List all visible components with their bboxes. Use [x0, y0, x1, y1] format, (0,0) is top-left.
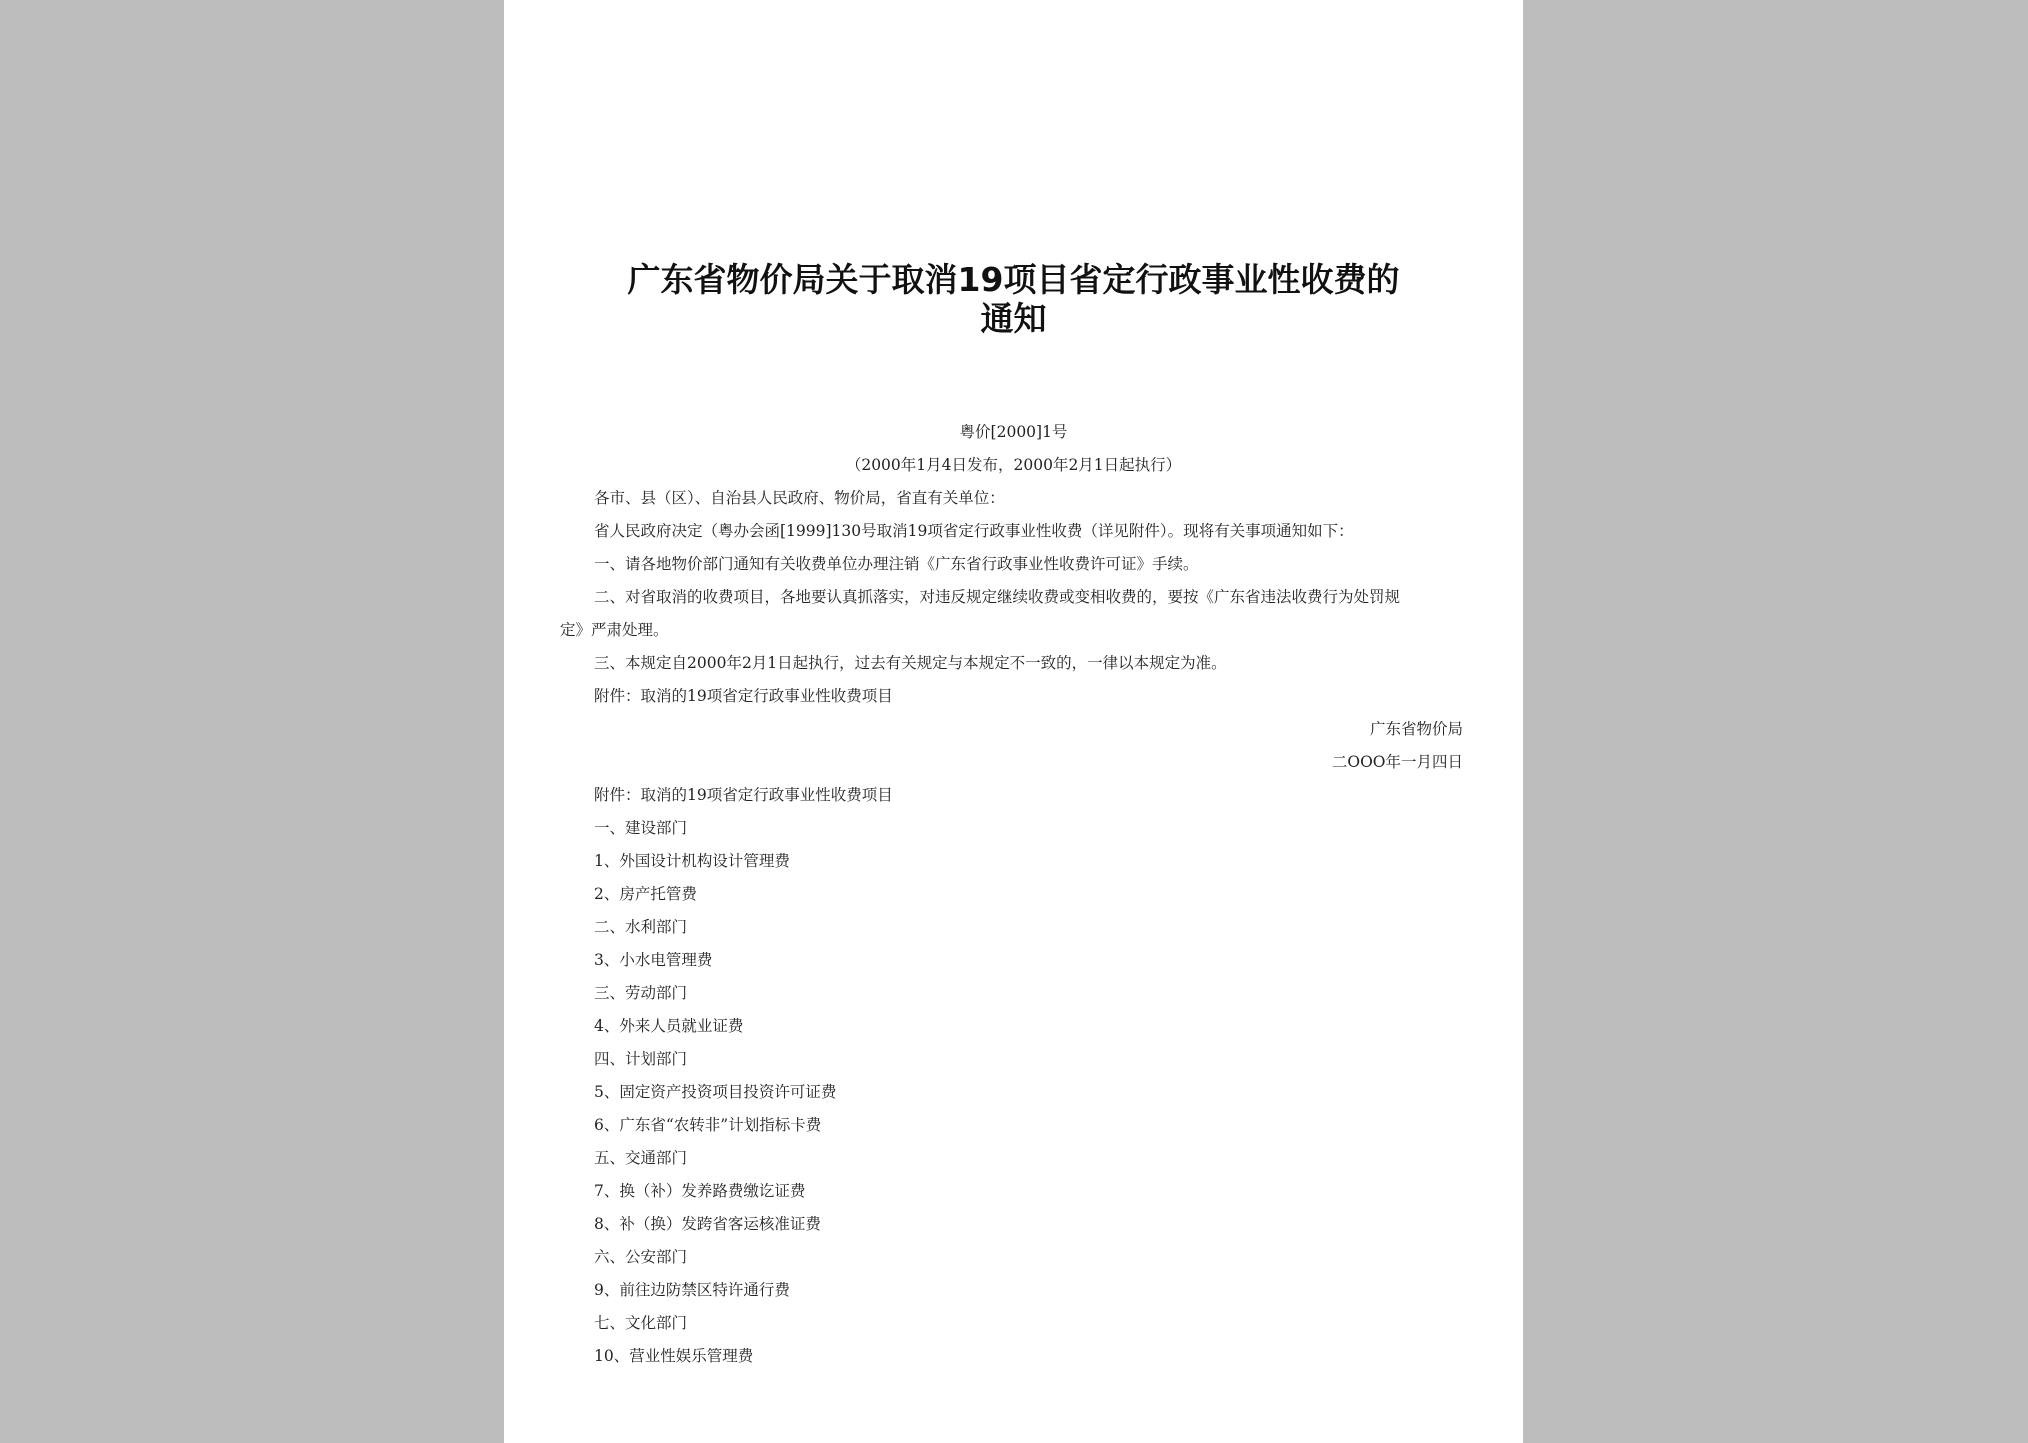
- issue-note: （2000年1月4日发布，2000年2月1日起执行）: [845, 456, 1182, 474]
- list-item: 6、广东省“农转非”计划指标卡费: [594, 1116, 822, 1134]
- list-item: 10、营业性娱乐管理费: [594, 1347, 754, 1365]
- list-item: 二、水利部门: [594, 918, 688, 936]
- list-item: 七、文化部门: [594, 1314, 688, 1332]
- list-item: 9、前往边防禁区特许通行费: [594, 1281, 790, 1299]
- item-3: 三、本规定自2000年2月1日起执行，过去有关规定与本规定不一致的，一律以本规定为准。: [594, 654, 1227, 672]
- document-title: [504, 260, 1523, 338]
- list-item: 7、换（补）发养路费缴讫证费: [594, 1182, 806, 1200]
- list-item: 三、劳动部门: [594, 984, 688, 1002]
- list-item: 六、公安部门: [594, 1248, 688, 1266]
- item-2-line-2: 定》严肃处理。: [560, 621, 669, 639]
- signature-date: 二OOO年一月四日: [1331, 753, 1463, 771]
- list-item: 2、房产托管费: [594, 885, 697, 903]
- list-item: 5、固定资产投资项目投资许可证费: [594, 1083, 837, 1101]
- item-1: 一、请各地物价部门通知有关收费单位办理注销《广东省行政事业性收费许可证》手续。: [594, 555, 1199, 573]
- list-item: 8、补（换）发跨省客运核准证费: [594, 1215, 821, 1233]
- list-item: 五、交通部门: [594, 1149, 688, 1167]
- title-line-2: 通知: [980, 299, 1047, 338]
- attachment-heading: 附件：取消的19项省定行政事业性收费项目: [594, 786, 893, 804]
- addressee: 各市、县（区）、自治县人民政府、物价局，省直有关单位：: [594, 489, 1005, 507]
- document-number: 粤价[2000]1号: [959, 423, 1068, 441]
- intro-paragraph: 省人民政府决定（粤办会函[1999]130号取消19项省定行政事业性收费（详见附件）。现将有关事项通知如下：: [594, 522, 1354, 540]
- list-item: 3、小水电管理费: [594, 951, 713, 969]
- attachment-reference: 附件：取消的19项省定行政事业性收费项目: [594, 687, 893, 705]
- list-item: 四、计划部门: [594, 1050, 688, 1068]
- list-item: 一、建设部门: [594, 819, 688, 837]
- document-page: [504, 0, 1523, 1443]
- title-line-1: 广东省物价局关于取消19项目省定行政事业性收费的: [627, 260, 1400, 299]
- list-item: 1、外国设计机构设计管理费: [594, 852, 790, 870]
- item-2-line-1: 二、对省取消的收费项目，各地要认真抓落实，对违反规定继续收费或变相收费的，要按《广东省违法收费行为处罚规: [594, 588, 1401, 606]
- signature-org: 广东省物价局: [1369, 720, 1463, 738]
- list-item: 4、外来人员就业证费: [594, 1017, 744, 1035]
